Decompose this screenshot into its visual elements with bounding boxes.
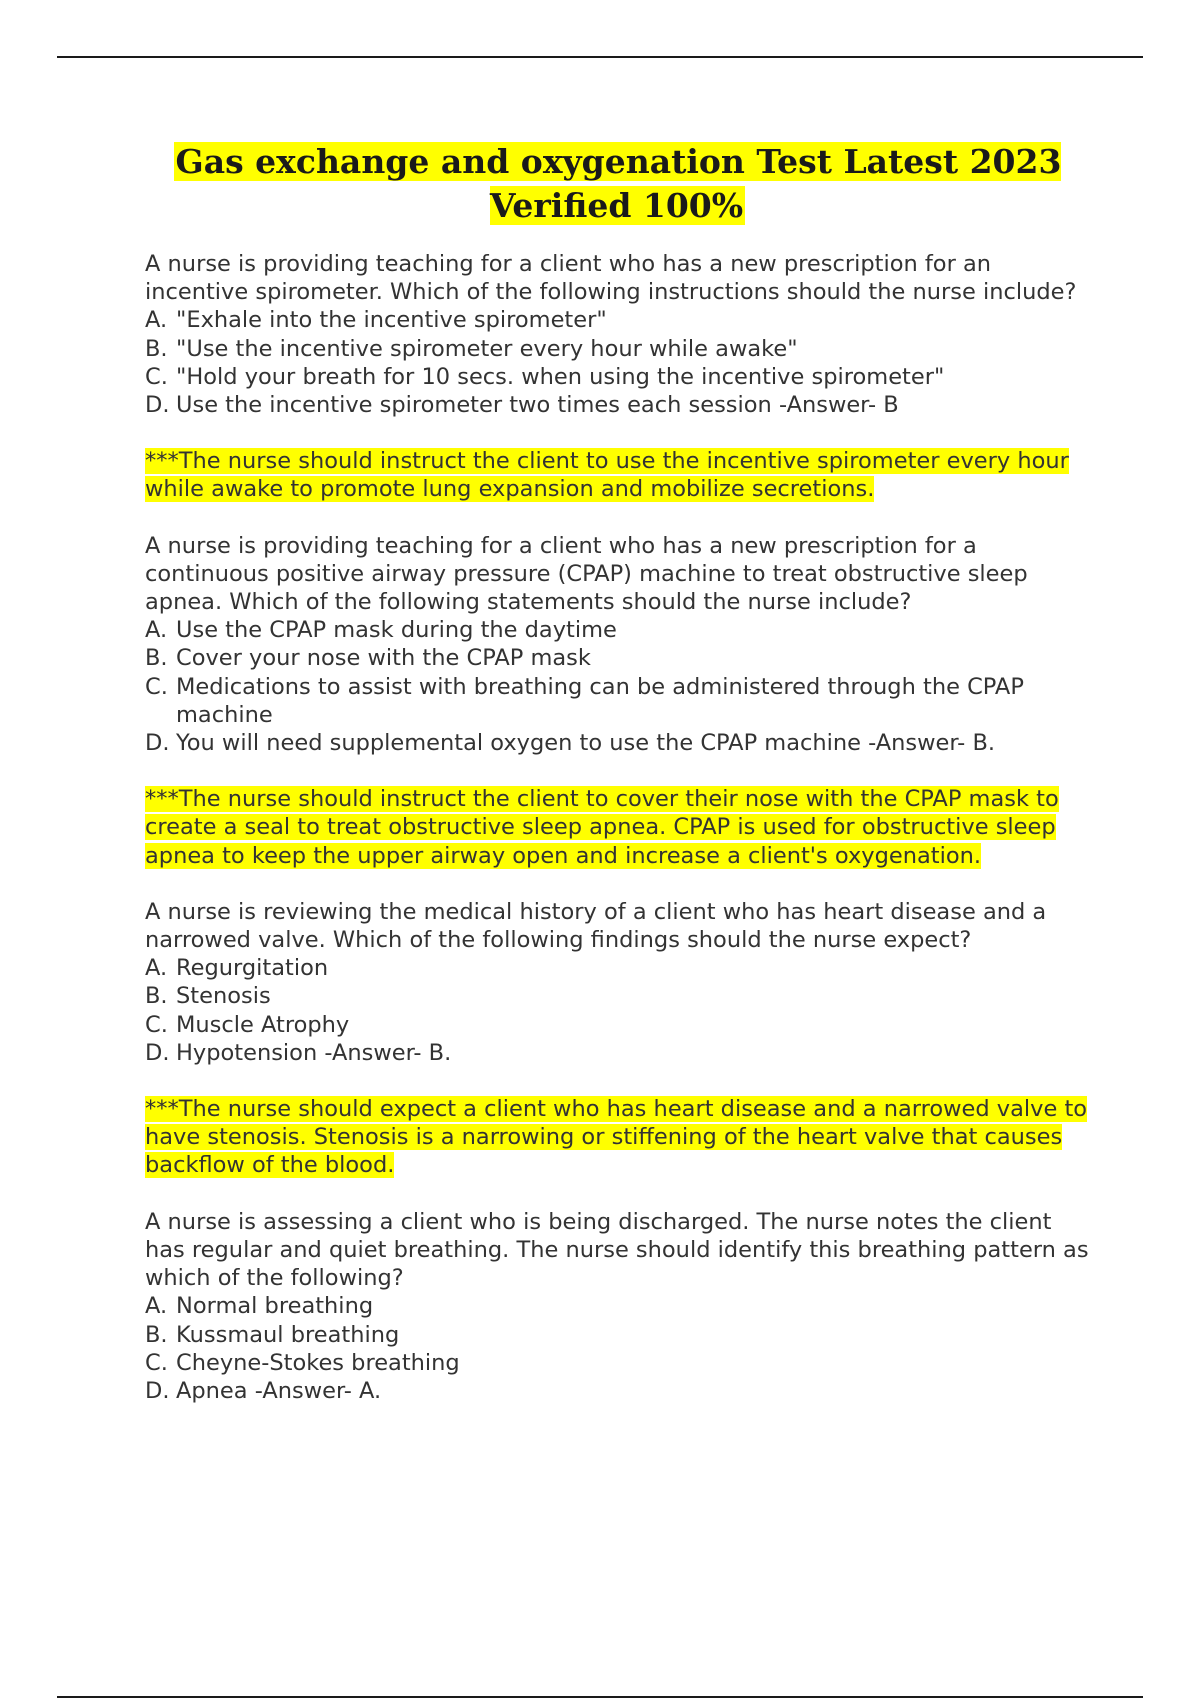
option-text: Cheyne-Stokes breathing bbox=[176, 1349, 460, 1376]
options-list bbox=[145, 306, 1090, 419]
option-letter: C. bbox=[145, 1349, 168, 1376]
question-stem: A nurse is providing teaching for a client who has a new prescription for a continuous positive airway pressure (CPAP) machine to treat obstructive sleep apnea. Which of the following statements should the nurse include? bbox=[145, 532, 1028, 616]
option-a bbox=[145, 1292, 1090, 1320]
rationale-text: ***The nurse should expect a client who has heart disease and a narrowed valve to have stenosis. Stenosis is a narrowing or stiffening of the heart valve that causes backflow of the blood. bbox=[145, 1096, 1088, 1179]
option-b bbox=[145, 1321, 1090, 1349]
option-text: Normal breathing bbox=[176, 1293, 374, 1320]
option-letter: D. bbox=[145, 1039, 170, 1066]
question-2 bbox=[145, 532, 1090, 758]
question-stem: A nurse is reviewing the medical history of a client who has heart disease and a narrowed valve. Which of the following findings should the nurse expect? bbox=[145, 898, 1047, 954]
option-text: "Hold your breath for 10 secs. when using the incentive spirometer" bbox=[176, 363, 945, 390]
option-a bbox=[145, 616, 1090, 644]
option-letter: B. bbox=[145, 335, 168, 362]
option-d bbox=[145, 391, 1090, 419]
option-text: "Use the incentive spirometer every hour while awake" bbox=[176, 335, 798, 362]
option-letter: A. bbox=[145, 955, 168, 982]
options-list bbox=[145, 954, 1090, 1067]
option-letter: A. bbox=[145, 307, 168, 334]
option-letter: B. bbox=[145, 1321, 168, 1348]
option-a bbox=[145, 306, 1090, 334]
rationale-1 bbox=[145, 447, 1090, 503]
option-c bbox=[145, 363, 1090, 391]
option-a bbox=[145, 954, 1090, 982]
option-c bbox=[145, 1349, 1090, 1377]
top-rule bbox=[57, 56, 1143, 58]
option-letter: A. bbox=[145, 617, 168, 644]
option-letter: C. bbox=[145, 1011, 168, 1038]
option-text: You will need supplemental oxygen to use the CPAP machine -Answer- B. bbox=[176, 730, 996, 757]
option-c bbox=[145, 673, 1090, 729]
option-text: Muscle Atrophy bbox=[176, 1011, 350, 1038]
bottom-rule bbox=[57, 1696, 1143, 1698]
option-letter: A. bbox=[145, 1293, 168, 1320]
rationale-text: ***The nurse should instruct the client to use the incentive spirometer every hour while awake to promote lung expansion and mobilize secretions. bbox=[145, 448, 1069, 503]
question-stem: A nurse is providing teaching for a client who has a new prescription for an incentive spirometer. Which of the following instructions should the nurse include? bbox=[145, 251, 1077, 306]
question-stem: A nurse is assessing a client who is being discharged. The nurse notes the client has regular and quiet breathing. The nurse should identify this breathing pattern as which of the following? bbox=[145, 1208, 1089, 1292]
option-text: Cover your nose with the CPAP mask bbox=[176, 645, 591, 672]
option-text: Medications to assist with breathing can be administered through the CPAP machine bbox=[176, 673, 1024, 728]
option-text: "Exhale into the incentive spirometer" bbox=[176, 307, 607, 334]
option-c bbox=[145, 1011, 1090, 1039]
rationale-2 bbox=[145, 785, 1090, 870]
option-d bbox=[145, 729, 1090, 757]
option-b bbox=[145, 982, 1090, 1010]
option-letter: B. bbox=[145, 645, 168, 672]
option-text: Hypotension -Answer- B. bbox=[176, 1039, 452, 1066]
option-text: Apnea -Answer- A. bbox=[176, 1377, 382, 1404]
option-b bbox=[145, 335, 1090, 363]
option-text: Kussmaul breathing bbox=[176, 1321, 400, 1348]
question-1 bbox=[145, 250, 1090, 419]
option-letter: D. bbox=[145, 1377, 170, 1404]
option-text: Regurgitation bbox=[176, 955, 329, 982]
rationale-text: ***The nurse should instruct the client to cover their nose with the CPAP mask to create a seal to treat obstructive sleep apnea. CPAP is used for obstructive sleep apnea to keep the upper airway open and increase a client's oxygenation. bbox=[145, 786, 1059, 869]
options-list bbox=[145, 616, 1090, 757]
question-4 bbox=[145, 1208, 1090, 1405]
option-letter: D. bbox=[145, 392, 170, 419]
option-letter: C. bbox=[145, 673, 168, 700]
option-b bbox=[145, 644, 1090, 672]
document-body bbox=[145, 140, 1090, 1405]
rationale-3 bbox=[145, 1095, 1090, 1180]
question-3 bbox=[145, 898, 1090, 1067]
document-title-text: Gas exchange and oxygenation Test Latest 2023 Verified 100% bbox=[175, 142, 1062, 225]
option-letter: B. bbox=[145, 983, 168, 1010]
document-title bbox=[145, 140, 1090, 228]
option-d bbox=[145, 1377, 1090, 1405]
option-d bbox=[145, 1039, 1090, 1067]
option-letter: C. bbox=[145, 363, 168, 390]
option-text: Stenosis bbox=[176, 983, 271, 1010]
options-list bbox=[145, 1292, 1090, 1405]
option-text: Use the CPAP mask during the daytime bbox=[176, 617, 617, 644]
option-letter: D. bbox=[145, 730, 170, 757]
option-text: Use the incentive spirometer two times each session -Answer- B bbox=[176, 392, 899, 419]
